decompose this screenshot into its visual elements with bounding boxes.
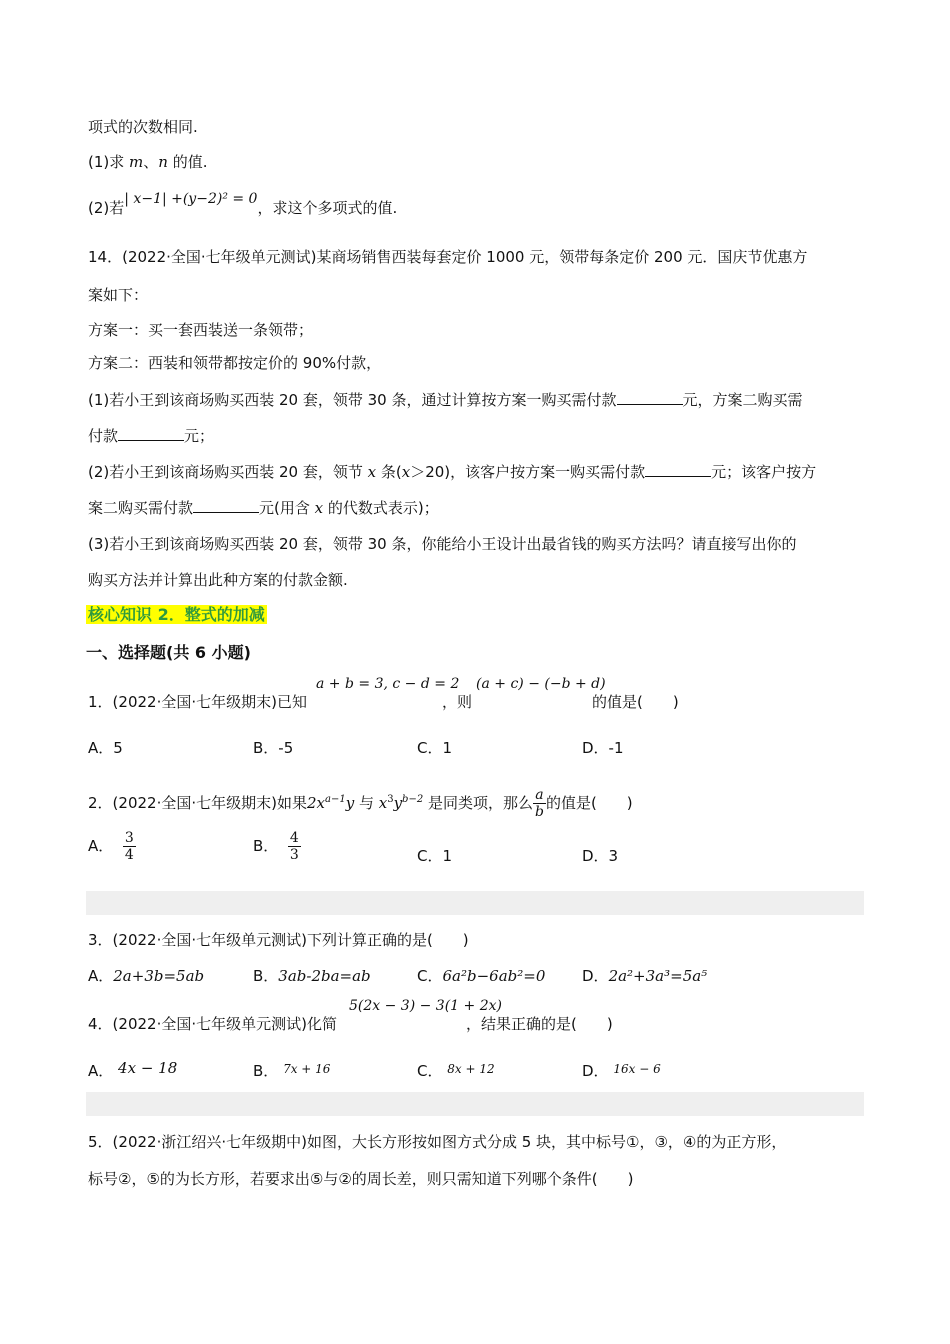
option-expression: 3ab-2ba=ab bbox=[278, 967, 371, 985]
term: x bbox=[378, 794, 388, 812]
q14-part-3: (3)若小王到该商场购买西装 20 套，领带 30 条，你能给小王设计出最省钱的购买方法吗？请直接写出你的 bbox=[88, 535, 797, 553]
text: 元，方案二购买需 bbox=[682, 391, 803, 409]
term: 2x bbox=[306, 794, 325, 812]
mc2-stem bbox=[88, 787, 633, 820]
mc1-condition: a + b = 3, c − d = 2 bbox=[316, 676, 460, 692]
mc1-option-b[interactable]: B．-5 bbox=[253, 739, 294, 757]
q14-line-3: 方案一：买一套西装送一条领带； bbox=[88, 321, 314, 339]
text: 的值是( ) bbox=[545, 794, 633, 812]
text: 、 bbox=[143, 153, 159, 171]
text: 条( bbox=[376, 463, 402, 481]
option-expression: 2a²+3a³=5a⁵ bbox=[608, 967, 708, 985]
term: y bbox=[345, 794, 355, 812]
option-label: D． bbox=[582, 967, 609, 985]
var-x: x bbox=[401, 463, 411, 481]
mc4-option-c[interactable] bbox=[417, 1061, 495, 1082]
mc3-option-c[interactable] bbox=[417, 966, 545, 986]
mc2-option-d[interactable]: D．3 bbox=[582, 847, 619, 865]
section-title bbox=[86, 604, 267, 626]
mc1-stem bbox=[88, 692, 307, 712]
mc1-option-a[interactable]: A．5 bbox=[88, 739, 123, 757]
fraction bbox=[288, 830, 301, 863]
option-expression: 6a²b−6ab²=0 bbox=[442, 967, 546, 985]
var-n: n bbox=[158, 153, 168, 171]
mc1-expression: (a + c) − (−b + d) bbox=[476, 676, 606, 692]
fraction-a-over-b bbox=[533, 787, 546, 820]
text: (1)求 bbox=[88, 153, 130, 171]
mc3-option-d[interactable] bbox=[582, 966, 707, 986]
intro-line: 项式的次数相同. bbox=[88, 118, 198, 136]
option-label: C． bbox=[417, 967, 443, 985]
denominator: 4 bbox=[124, 847, 134, 863]
numerator: 3 bbox=[124, 830, 134, 846]
numerator: 4 bbox=[289, 830, 299, 846]
mc4-option-b[interactable] bbox=[253, 1061, 330, 1082]
text: 元；该客户按方 bbox=[711, 463, 817, 481]
text: 的值. bbox=[167, 153, 208, 171]
q14-line-2: 案如下： bbox=[88, 286, 149, 304]
answer-blank[interactable] bbox=[617, 390, 683, 405]
gray-separator bbox=[86, 891, 864, 915]
mc5-line-2: 标号②，⑤的为长方形，若要求出⑤与②的周长差，则只需知道下列哪个条件( ) bbox=[88, 1170, 634, 1188]
text: 元； bbox=[184, 427, 215, 445]
text: (2)若小王到该商场购买西装 20 套，领节 bbox=[88, 463, 368, 481]
text: (2)若 bbox=[88, 199, 125, 217]
option-label: A． bbox=[88, 967, 114, 985]
q14-line-4: 方案二：西装和领带都按定价的 90%付款， bbox=[88, 354, 382, 372]
mc4-expression: 5(2x − 3) − 3(1 + 2x) bbox=[349, 998, 502, 1014]
text: 2．(2022·全国·七年级期末)如果 bbox=[88, 794, 307, 812]
text: 是同类项，那么 bbox=[423, 794, 533, 812]
q14-part-3-cont: 购买方法并计算出此种方案的付款金额. bbox=[88, 571, 348, 589]
exponent: a−1 bbox=[324, 794, 346, 805]
option-expression: 2a+3b=5ab bbox=[113, 967, 205, 985]
intro-question-1 bbox=[88, 152, 208, 172]
mc2-option-c[interactable]: C．1 bbox=[417, 847, 453, 865]
numerator: a bbox=[533, 787, 546, 804]
section-subtitle: 一、选择题(共 6 小题) bbox=[86, 643, 251, 662]
text: 案二购买需付款 bbox=[88, 499, 194, 517]
text: 与 bbox=[354, 794, 379, 812]
answer-blank[interactable] bbox=[193, 498, 259, 513]
option-expression: 7x + 16 bbox=[283, 1062, 331, 1076]
gray-separator bbox=[86, 1092, 864, 1116]
var-m: m bbox=[129, 153, 144, 171]
option-label: C． bbox=[417, 1062, 443, 1080]
mc1-stem-b: ，则 bbox=[442, 693, 473, 711]
intro-question-2 bbox=[88, 191, 398, 219]
mc1-stem-c: 的值是( ) bbox=[592, 693, 679, 711]
mc4-option-a[interactable] bbox=[88, 1061, 177, 1081]
text: 1．(2022·全国·七年级期末)已知 bbox=[88, 693, 307, 711]
mc5-line-1: 5．(2022·浙江绍兴·七年级期中)如图，大长方形按如图方式分成 5 块，其中标号①，③，④的为正方形， bbox=[88, 1133, 787, 1151]
answer-blank[interactable] bbox=[645, 462, 711, 477]
var-x: x bbox=[367, 463, 377, 481]
text: ，求这个多项式的值. bbox=[257, 199, 398, 217]
highlighted-title: 核心知识 2．整式的加减 bbox=[88, 605, 265, 624]
mc4-stem-b: ，结果正确的是( ) bbox=[466, 1015, 613, 1033]
denominator: b bbox=[534, 804, 544, 820]
option-label: B． bbox=[253, 967, 279, 985]
answer-blank[interactable] bbox=[118, 426, 184, 441]
formula: | x−1| +(y−2)² = 0 bbox=[124, 191, 258, 207]
option-label: B． bbox=[253, 1062, 279, 1080]
mc4-option-d[interactable] bbox=[582, 1061, 661, 1082]
option-expression: 4x − 18 bbox=[118, 1059, 178, 1077]
option-label: D． bbox=[582, 1062, 609, 1080]
q14-part-2 bbox=[88, 462, 816, 482]
option-expression: 8x + 12 bbox=[447, 1062, 495, 1076]
text: (1)若小王到该商场购买西装 20 套，领带 30 条，通过计算按方案一购买需付款 bbox=[88, 391, 617, 409]
q14-part-2-cont bbox=[88, 498, 439, 518]
exponent: b−2 bbox=[402, 794, 424, 805]
option-label: A． bbox=[88, 1062, 114, 1080]
option-label: A． bbox=[88, 837, 114, 855]
term: y bbox=[393, 794, 403, 812]
mc3-option-b[interactable] bbox=[253, 966, 371, 986]
exponent: 3 bbox=[387, 794, 394, 805]
text: 的代数式表示)； bbox=[323, 499, 439, 517]
q14-line-1: 14．(2022·全国·七年级单元测试)某商场销售西装每套定价 1000 元，领带每条定价 200 元．国庆节优惠方 bbox=[88, 248, 808, 266]
mc1-option-c[interactable]: C．1 bbox=[417, 739, 453, 757]
mc3-stem: 3．(2022·全国·七年级单元测试)下列计算正确的是( ) bbox=[88, 931, 469, 949]
text: 元(用含 bbox=[259, 499, 315, 517]
mc2-option-a[interactable] bbox=[88, 830, 136, 863]
mc2-option-b[interactable] bbox=[253, 830, 301, 863]
var-x: x bbox=[314, 499, 324, 517]
mc4-stem: 4．(2022·全国·七年级单元测试)化简 bbox=[88, 1015, 337, 1033]
option-expression: 16x − 6 bbox=[613, 1062, 661, 1076]
mc1-option-d[interactable]: D．-1 bbox=[582, 739, 624, 757]
q14-part-1-cont bbox=[88, 426, 214, 446]
q14-part-1 bbox=[88, 390, 803, 410]
text: 付款 bbox=[88, 427, 119, 445]
text: ＞20)，该客户按方案一购买需付款 bbox=[410, 463, 646, 481]
mc3-option-a[interactable] bbox=[88, 966, 204, 986]
option-label: B． bbox=[253, 837, 279, 855]
fraction bbox=[123, 830, 136, 863]
denominator: 3 bbox=[289, 847, 299, 863]
